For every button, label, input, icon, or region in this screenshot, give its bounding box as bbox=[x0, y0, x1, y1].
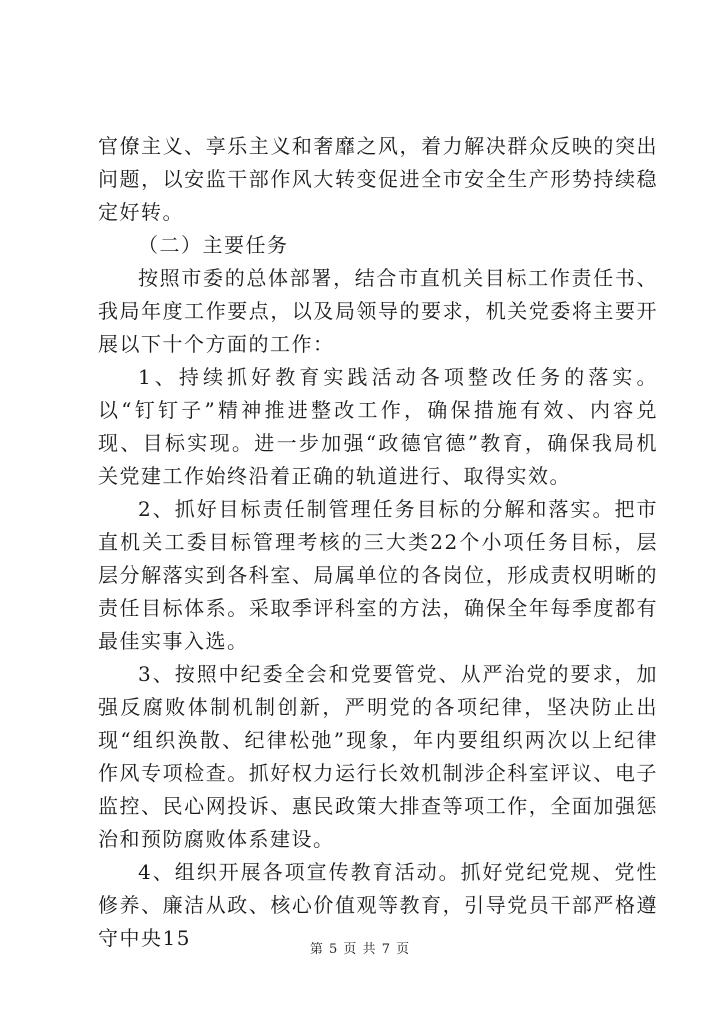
paragraph-continuation: 官僚主义、享乐主义和奢靡之风，着力解决群众反映的突出问题，以安监干部作风大转变促进全市安全生产形势持续稳定好转。 bbox=[98, 134, 658, 224]
section-heading: （二）主要任务 bbox=[138, 233, 289, 257]
paragraph-intro: 按照市委的总体部署，结合市直机关目标工作责任书、我局年度工作要点，以及局领导的要求，机关党委将主要开展以下十个方面的工作： bbox=[98, 266, 658, 356]
paragraph-item-1: 1、持续抓好教育实践活动各项整改任务的落实。以“钉钉子”精神推进整改工作，确保措施有效、内容兑现、目标实现。进一步加强“政德官德”教育，确保我局机关党建工作始终沿着正确的轨道进行、取得实效。 bbox=[98, 365, 658, 488]
paragraph-item-2: 2、抓好目标责任制管理任务目标的分解和落实。把市直机关工委目标管理考核的三大类22个小项任务目标，层层分解落实到各科室、局属单位的各岗位，形成责权明晰的责任目标体系。采取季评科室的方法，确保全年每季度都有最佳实事入选。 bbox=[98, 497, 658, 653]
paragraph-item-3: 3、按照中纪委全会和党要管党、从严治党的要求，加强反腐败体制机制创新，严明党的各项纪律，坚决防止出现“组织涣散、纪律松弛”现象，年内要组织两次以上纪律作风专项检查。抓好权力运行长效机制涉企科室评议、电子监控、民心网投诉、惠民政策大排查等项工作，全面加强惩治和预防腐败体系建设。 bbox=[98, 662, 658, 851]
document-body bbox=[98, 130, 658, 955]
paragraph-item-4: 4、组织开展各项宣传教育活动。抓好党纪党规、党性修养、廉洁从政、核心价值观等教育，引导党员干部严格遵守中央15 bbox=[98, 860, 658, 950]
page-number-footer: 第 5 页 共 7 页 bbox=[309, 942, 411, 957]
